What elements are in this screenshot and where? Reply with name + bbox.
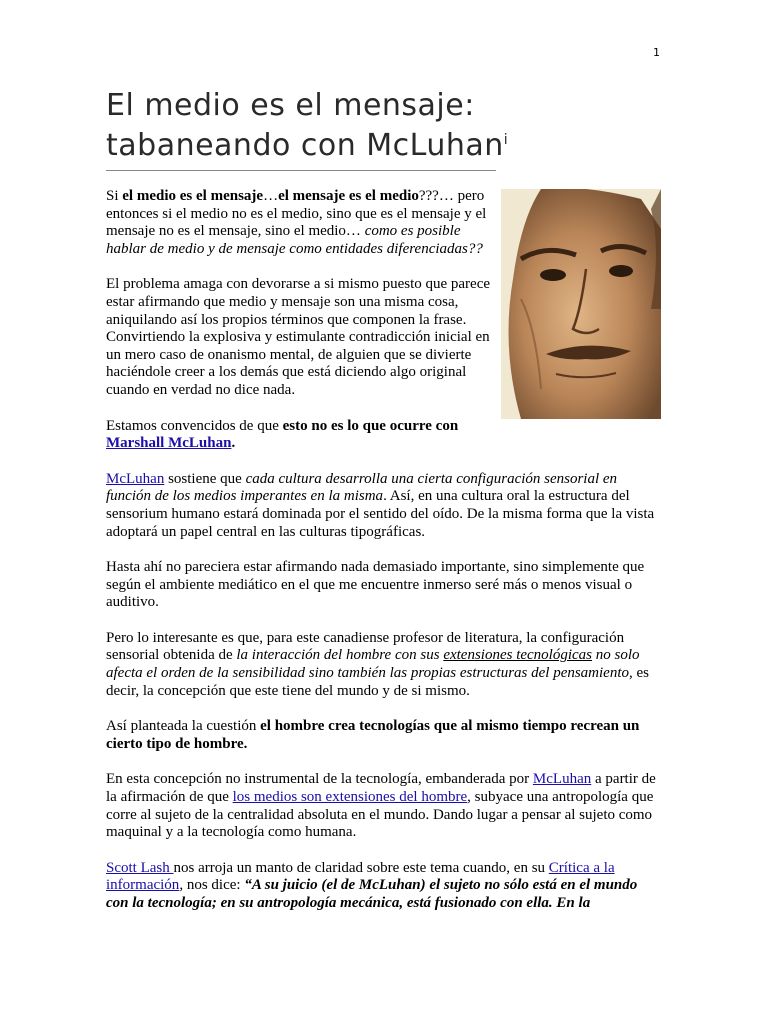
link-scott-lash[interactable]: Scott Lash bbox=[106, 859, 174, 876]
p3-text-2: . bbox=[231, 435, 236, 452]
p3-bold-text: esto no es lo que ocurre con bbox=[282, 417, 459, 434]
page-title bbox=[106, 86, 666, 166]
p6-text-2: , es decir, la concepción que este tiene del mundo y de si mismo. bbox=[106, 665, 650, 699]
p1-text-2: … bbox=[263, 188, 279, 204]
p1-bold-1: el medio es el mensaje bbox=[122, 188, 264, 204]
paragraph-5: Hasta ahí no pareciera estar afirmando nada demasiado importante, sino simplemente que según el ambiente mediático en el que me encuentre inmerso seré más o menos visual o auditivo. bbox=[106, 559, 645, 611]
paragraph-3 bbox=[106, 418, 492, 453]
p7-text-1: Así planteada la cuestión bbox=[106, 718, 261, 735]
p9-text-2: , nos dice: bbox=[179, 877, 245, 894]
p4-italic-1: cada cultura desarrolla una cierta configuración sensorial en función de los medios imperantes en la misma bbox=[106, 470, 618, 505]
link-mcluhan-2[interactable]: McLuhan bbox=[532, 771, 592, 788]
p3-text-1: Estamos convencidos de que bbox=[106, 417, 283, 434]
p1-text-3: ???… pero entonces si el medio no es el medio, sino que es el mensaje y el mensaje no es el mensaje, sino el medio… bbox=[106, 188, 487, 240]
paragraph-1 bbox=[106, 188, 492, 258]
p1-text-1: Si bbox=[106, 188, 123, 204]
paragraph-8 bbox=[106, 771, 662, 841]
p9-bold-italic-quote: “A su juicio (el de McLuhan) el sujeto no sólo está en el mundo con la tecnología; en su antropología mecánica, está fusionado con ella. En la bbox=[106, 877, 638, 911]
p6-italic-1: la interacción del hombre con sus bbox=[236, 647, 444, 664]
title-divider bbox=[106, 170, 496, 171]
p8-text-2: a partir de la afirmación de que bbox=[106, 771, 656, 806]
p9-text-1: nos arroja un manto de claridad sobre este tema cuando, en su bbox=[173, 859, 549, 876]
p8-text-3: , subyace una antropología que corre al sujeto de la centralidad absoluta en el mundo. Dando lugar a pensar al sujeto como maquinal y a la tecnología como humana. bbox=[106, 789, 654, 841]
p6-italic-underlined: extensiones tecnológicas bbox=[443, 647, 593, 664]
title-footnote-marker[interactable]: i bbox=[503, 132, 509, 148]
paragraph-9 bbox=[106, 860, 662, 913]
link-critica-informacion[interactable]: Crítica a la información bbox=[106, 859, 615, 894]
paragraph-7 bbox=[106, 718, 662, 753]
p4-text-1: sostiene que bbox=[164, 470, 246, 487]
title-text: El medio es el mensaje: tabaneando con McLuhan bbox=[106, 88, 504, 163]
link-mcluhan[interactable]: McLuhan bbox=[106, 470, 165, 487]
page-number: 1 bbox=[653, 46, 660, 59]
link-marshall-mcluhan[interactable]: Marshall McLuhan bbox=[106, 435, 232, 452]
p8-text-1: En esta concepción no instrumental de la tecnología, embanderada por bbox=[106, 771, 533, 788]
link-medios-extensiones[interactable]: los medios son extensiones del hombre bbox=[232, 789, 468, 806]
paragraph-2: El problema amaga con devorarse a si mismo puesto que parece estar afirmando que medio y mensaje son una misma cosa, aniquilando así los propios términos que componen la frase. Convirtiendo la explosiva y estimulante contradicción inicial en un mero caso de onanismo mental, de alguien que se divierte haciéndole creer a los demás que está diciendo algo original cuando en verdad no dice nada. bbox=[106, 276, 491, 398]
p6-italic-2: no solo afecta el orden de la sensibilidad sino también las propias estructuras del pensamiento bbox=[106, 647, 640, 682]
p4-text-2: . Así, en una cultura oral la estructura del sensorium humano estará dominada por el sentido del oído. De la misma forma que la vista adoptará un papel central en las culturas tipográficas. bbox=[106, 488, 655, 540]
p7-bold-1: el hombre crea tecnologías que al mismo tiempo recrean un cierto tipo de hombre. bbox=[106, 718, 640, 752]
article-body bbox=[106, 188, 662, 931]
paragraph-4 bbox=[106, 471, 662, 541]
paragraph-6 bbox=[106, 630, 662, 700]
p1-italic-1: como es posible hablar de medio y de mensaje como entidades diferenciadas?? bbox=[106, 223, 483, 257]
p1-bold-2: el mensaje es el medio bbox=[278, 188, 419, 204]
p6-text-1: Pero lo interesante es que, para este canadiense profesor de literatura, la configuración sensorial obtenida de bbox=[106, 629, 625, 664]
